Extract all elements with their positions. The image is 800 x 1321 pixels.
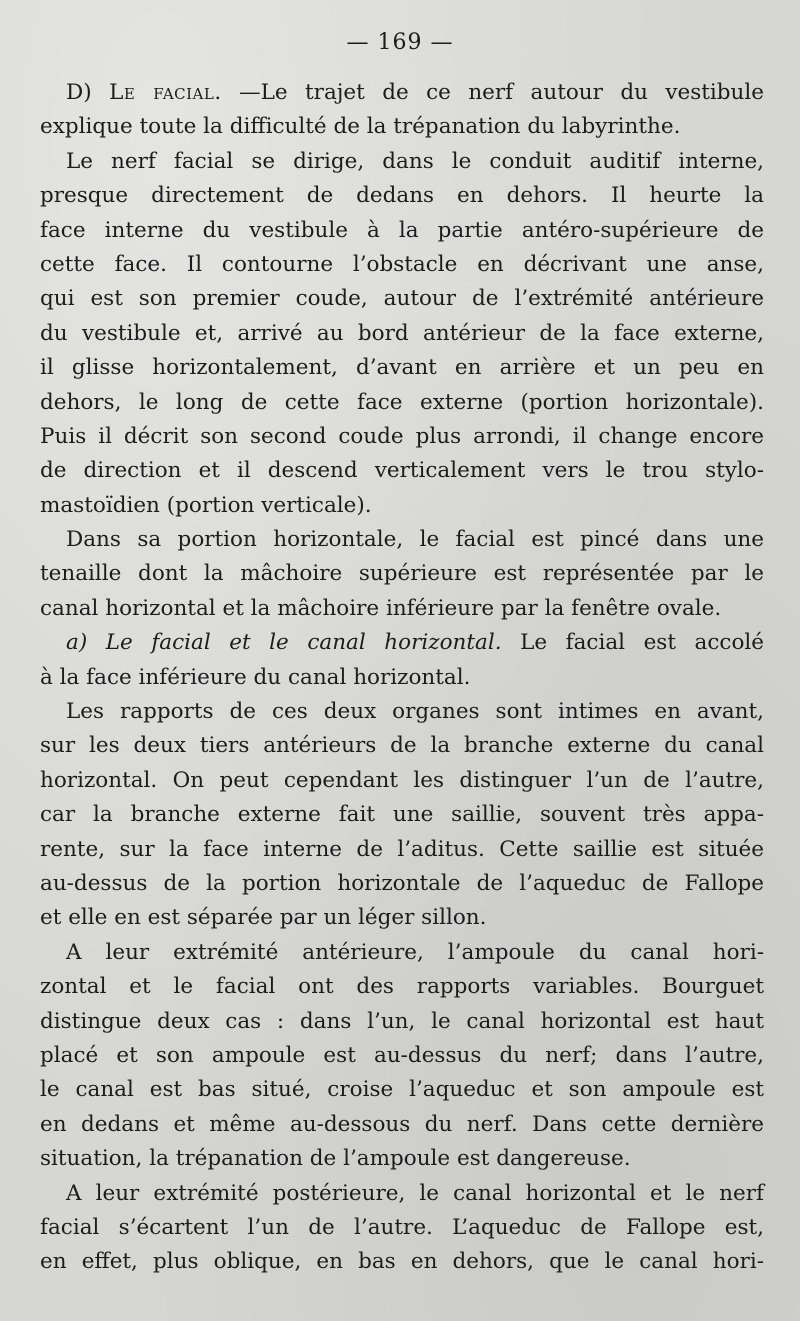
paragraph-extremite-anterieure <box>40 936 764 1177</box>
text-line: a) Le facial et le canal horizontal. Le facial est accolé <box>66 630 764 656</box>
text-line: car la branche externe fait une saillie, souvent très appa- <box>40 802 764 828</box>
text-line: en effet, plus oblique, en bas en dehors, que le canal hori- <box>40 1249 764 1275</box>
text-line: Puis il décrit son second coude plus arrondi, il change encore <box>40 423 764 449</box>
paragraph-nerf-facial <box>40 145 764 523</box>
section-d-paragraph <box>40 76 764 145</box>
body-text <box>40 76 764 1280</box>
text-line: presque directement de dedans en dehors. Il heurte la <box>40 183 764 209</box>
text-line: explique toute la difficulté de la trépanation du labyrinthe. <box>40 114 681 140</box>
paragraph-rapports <box>40 695 764 936</box>
text-line: qui est son premier coude, autour de l’extrémité antérieure <box>40 286 764 312</box>
text-line: A leur extrémité postérieure, le canal horizontal et le nerf <box>66 1180 764 1206</box>
text-line: horizontal. On peut cependant les distinguer l’un de l’autre, <box>40 767 764 793</box>
text-line: situation, la trépanation de l’ampoule est dangereuse. <box>40 1146 631 1172</box>
text-line: distingue deux cas : dans l’un, le canal horizontal est haut <box>40 1008 764 1034</box>
text-line: à la face inférieure du canal horizontal. <box>40 664 471 690</box>
text-line: le canal est bas situé, croise l’aqueduc et son ampoule est <box>40 1077 764 1103</box>
subsection-a-paragraph <box>40 626 764 695</box>
text-line: en dedans et même au-dessous du nerf. Dans cette dernière <box>40 1111 764 1137</box>
text-line: D) Le facial. —Le trajet de ce nerf autour du vestibule <box>66 80 764 105</box>
text-line: placé et son ampoule est au-dessus du nerf; dans l’autre, <box>40 1042 764 1068</box>
text-line: de direction et il descend verticalement vers le trou stylo- <box>40 458 764 484</box>
text-line: face interne du vestibule à la partie antéro-supérieure de <box>40 217 764 243</box>
text-line: Les rapports de ces deux organes sont intimes en avant, <box>66 699 764 725</box>
text-line: au-dessus de la portion horizontale de l’aqueduc de Fallope <box>40 870 764 896</box>
paragraph-tenaille <box>40 523 764 626</box>
text-line: Le nerf facial se dirige, dans le conduit auditif interne, <box>66 148 764 174</box>
page-number: — 169 — <box>346 30 454 55</box>
section-label: D) <box>66 80 110 105</box>
text-line: canal horizontal et la mâchoire inférieure par la fenêtre ovale. <box>40 595 722 621</box>
subsection-heading: Le facial et le canal horizontal. <box>105 630 502 656</box>
text-line: tenaille dont la mâchoire supérieure est représentée par le <box>40 561 764 587</box>
paragraph-extremite-posterieure <box>40 1177 764 1280</box>
text-line: zontal et le facial ont des rapports variables. Bourguet <box>40 974 764 1000</box>
subsection-label: a) <box>66 630 106 656</box>
text-line: rente, sur la face interne de l’aditus. Cette saillie est située <box>40 836 764 862</box>
text-line: sur les deux tiers antérieurs de la branche externe du canal <box>40 733 764 759</box>
text-line: mastoïdien (portion verticale). <box>40 492 372 518</box>
text-line: et elle en est séparée par un léger sillon. <box>40 905 487 931</box>
text-line: cette face. Il contourne l’obstacle en décrivant une anse, <box>40 251 764 277</box>
text-line: il glisse horizontalement, d’avant en arrière et un peu en <box>40 355 764 381</box>
text-line: du vestibule et, arrivé au bord antérieur de la face externe, <box>40 320 764 346</box>
text-line: dehors, le long de cette face externe (portion horizontale). <box>40 389 764 415</box>
section-heading: Le facial. <box>109 80 222 105</box>
text-line: A leur extrémité antérieure, l’ampoule du canal hori- <box>66 939 764 965</box>
text-line: Dans sa portion horizontale, le facial est pincé dans une <box>66 527 764 553</box>
text-line: facial s’écartent l’un de l’autre. L’aqueduc de Fallope est, <box>40 1214 764 1240</box>
